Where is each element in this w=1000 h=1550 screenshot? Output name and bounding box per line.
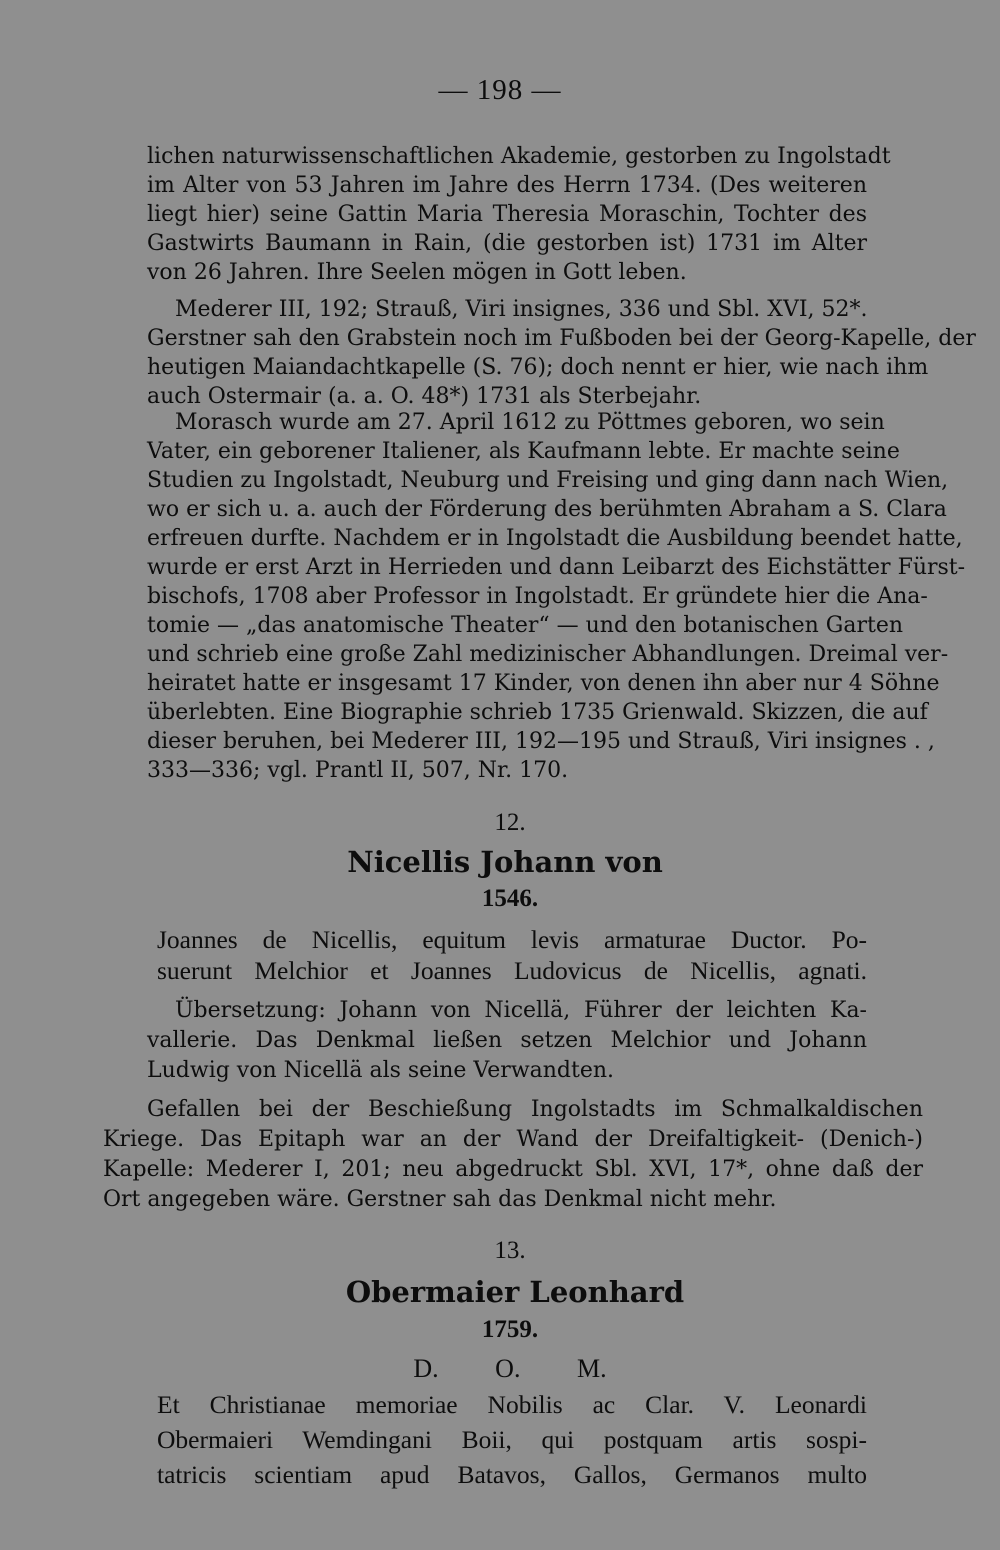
latin-line: Obermaieri Wemdingani Boii, qui postquam artis sospi- — [157, 1425, 867, 1454]
note-line: Kriege. Das Epitaph war an der Wand der Dreifaltigkeit- (Denich-) — [103, 1127, 923, 1152]
text-line: Vater, ein geborener Italiener, als Kaufmann lebte. Er machte seine — [147, 439, 900, 464]
translation-line: Ludwig von Nicellä als seine Verwandten. — [147, 1058, 615, 1083]
text-line: 333—336; vgl. Prantl II, 507, Nr. 170. — [147, 758, 569, 783]
text-line: Studien zu Ingolstadt, Neuburg und Freising und ging dann nach Wien, — [147, 468, 949, 493]
entry-heading: Nicellis Johann von — [347, 845, 663, 879]
text-line: erfreuen durfte. Nachdem er in Ingolstadt die Ausbildung beendet hatte, — [147, 526, 963, 551]
text-line: überlebten. Eine Biographie schrieb 1735 Grienwald. Skizzen, die auf — [147, 700, 928, 725]
text-line: lichen naturwissenschaftlichen Akademie, gestorben zu Ingolstadt — [147, 144, 891, 169]
note-line: Gefallen bei der Beschießung Ingolstadts im Schmalkaldischen — [147, 1097, 923, 1122]
entry-year: 1546. — [481, 885, 539, 912]
text-line: im Alter von 53 Jahren im Jahre des Herrn 1734. (Des weiteren — [147, 173, 867, 198]
dom-inscription: D. O. M. — [413, 1354, 607, 1383]
text-line: Gerstner sah den Grabstein noch im Fußboden bei der Georg-Kapelle, der — [147, 326, 976, 351]
text-line: wurde er erst Arzt in Herrieden und dann Leibarzt des Eichstätter Fürst- — [147, 555, 966, 580]
text-line: heiratet hatte er insgesamt 17 Kinder, von denen ihn aber nur 4 Söhne — [147, 671, 940, 696]
text-line: liegt hier) seine Gattin Maria Theresia Moraschin, Tochter des — [147, 202, 867, 227]
latin-line: Joannes de Nicellis, equitum levis armaturae Ductor. Po- — [157, 925, 867, 954]
text-line: heutigen Maiandachtkapelle (S. 76); doch nennt er hier, wie nach ihm — [147, 355, 929, 380]
note-line: Kapelle: Mederer I, 201; neu abgedruckt Sbl. XVI, 17*, ohne daß der — [103, 1157, 923, 1182]
text-line: tomie — „das anatomische Theater“ — und den botanischen Garten — [147, 613, 904, 638]
text-line: Gastwirts Baumann in Rain, (die gestorben ist) 1731 im Alter — [147, 231, 867, 256]
entry-number: 12. — [494, 809, 526, 836]
translation-line: vallerie. Das Denkmal ließen setzen Melchior und Johann — [147, 1028, 867, 1053]
text-line: bischofs, 1708 aber Professor in Ingolstadt. Er gründete hier die Ana- — [147, 584, 928, 609]
latin-line: suerunt Melchior et Joannes Ludovicus de Nicellis, agnati. — [157, 956, 867, 985]
text-line: wo er sich u. a. auch der Förderung des berühmten Abraham a S. Clara — [147, 497, 947, 522]
entry-number: 13. — [494, 1237, 526, 1264]
translation-line: Übersetzung: Johann von Nicellä, Führer der leichten Ka- — [175, 998, 867, 1023]
latin-line: Et Christianae memoriae Nobilis ac Clar. V. Leonardi — [157, 1390, 867, 1419]
page-number: — 198 — — [438, 74, 562, 106]
latin-line: tatricis scientiam apud Batavos, Gallos, Germanos multo — [157, 1460, 867, 1489]
entry-heading: Obermaier Leonhard — [345, 1275, 685, 1309]
text-line: Morasch wurde am 27. April 1612 zu Pöttmes geboren, wo sein — [175, 410, 885, 435]
text-line: von 26 Jahren. Ihre Seelen mögen in Gott leben. — [147, 260, 687, 285]
text-line: dieser beruhen, bei Mederer III, 192—195 und Strauß, Viri insignes . , — [147, 729, 935, 754]
text-line: Mederer III, 192; Strauß, Viri insignes, 336 und Sbl. XVI, 52*. — [175, 297, 868, 322]
entry-year: 1759. — [481, 1316, 539, 1343]
text-line: auch Ostermair (a. a. O. 48*) 1731 als Sterbejahr. — [147, 384, 702, 409]
text-line: und schrieb eine große Zahl medizinischer Abhandlungen. Dreimal ver- — [147, 642, 949, 667]
note-line: Ort angegeben wäre. Gerstner sah das Denkmal nicht mehr. — [103, 1187, 777, 1212]
